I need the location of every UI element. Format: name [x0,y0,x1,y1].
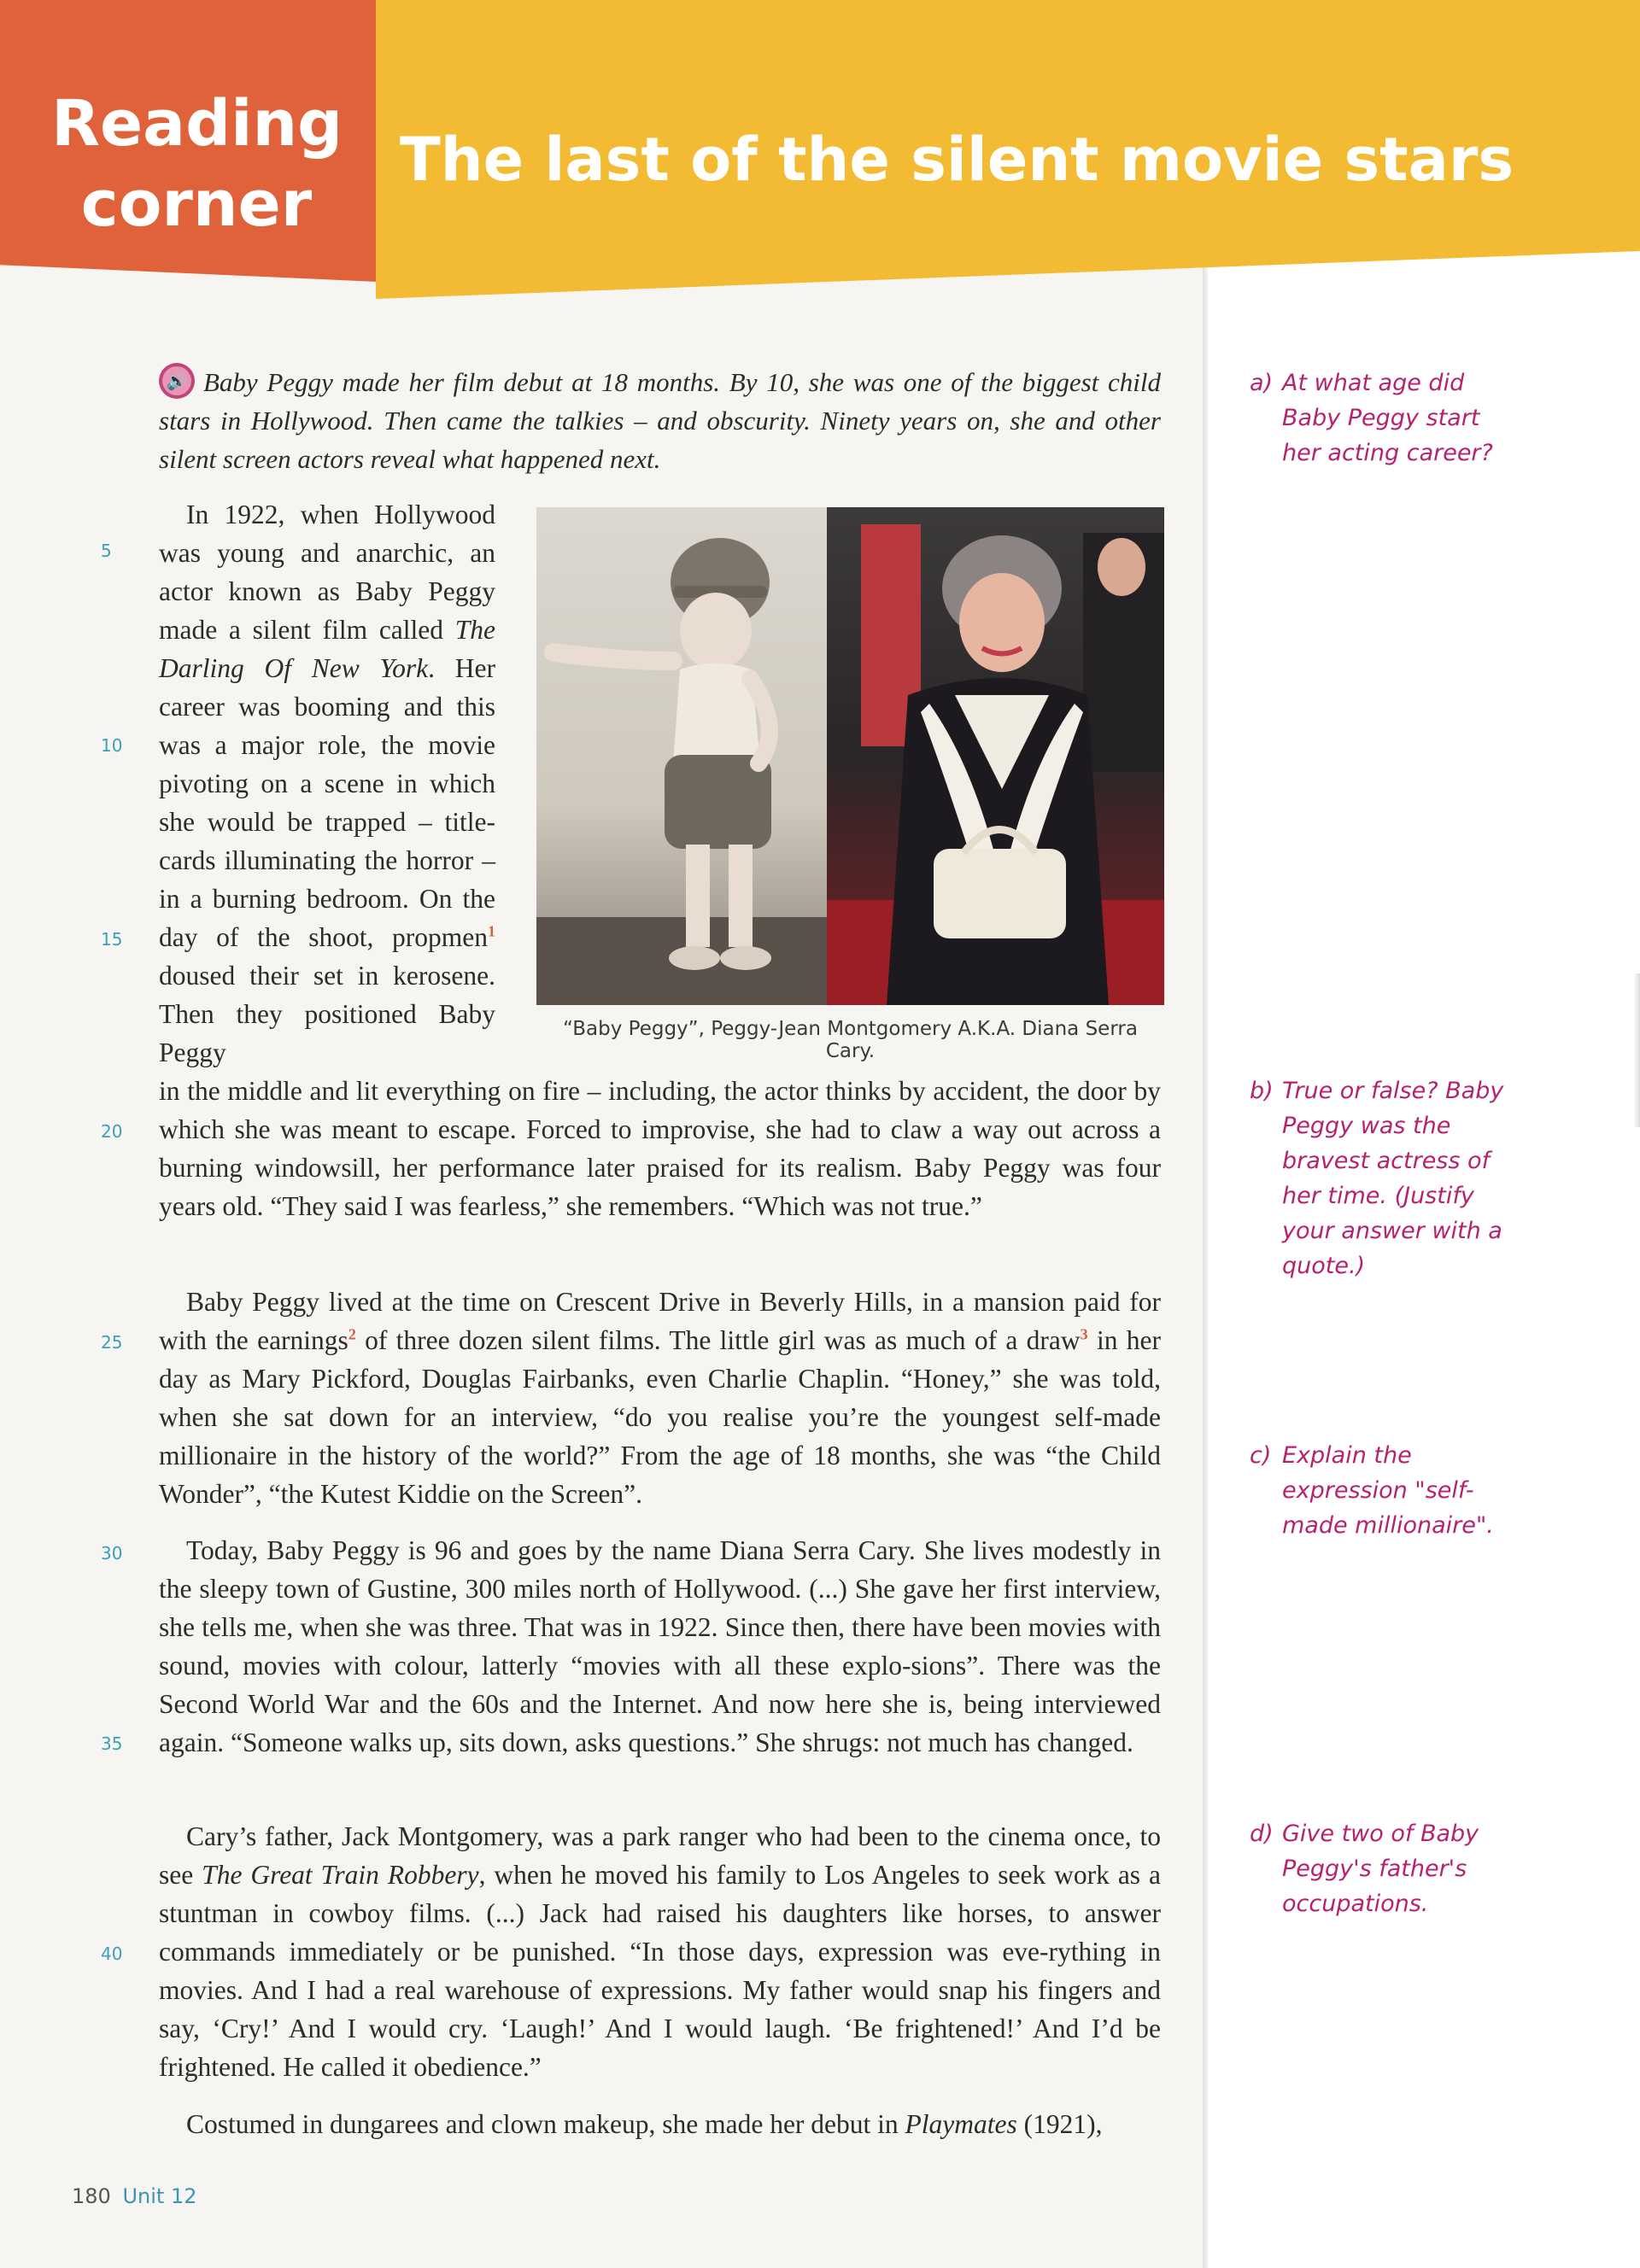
question-letter: a) [1250,370,1274,396]
para4-text-b: , when he moved his family to Los Angeles to seek work as a stuntman in cowboy films. (...) Jack had raised his daughters like horses, to answer commands immediately or be punished. “In those days, expression was eve-rything in movies. And I had a real warehouse of expressions. My father would snap his fingers and say, ‘Cry!’ And I would cry. ‘Laugh!’ And I would laugh. ‘Be frightened!’ And I’d be frightened. He called it obedience.” [159,1860,1161,2082]
paragraph-2 [159,1283,1161,1513]
para5-text-a: Costumed in dungarees and clown makeup, she made her debut in [186,2109,905,2139]
para5-text-b: (1921), [1016,2109,1103,2139]
question-letter: d) [1250,1821,1274,1847]
photo-baby-peggy-child [536,507,874,1005]
question-b [1250,1073,1506,1283]
para2-text-c: in her day as Mary Pickford, Douglas Fairbanks, even Charlie Chaplin. “Honey,” she was told, when she sat down for an interview, “do you realise you’re the youngest self-made millionaire in the history of the world?” From the age of 18 months, she was “the Child Wonder”, “the Kutest Kiddie on the Screen”. [159,1325,1161,1509]
para1-text-a: In 1922, when Hollywood was young and anarchic, an actor known as Baby Peggy made a silent film called [159,500,495,645]
question-text: At what age did Baby Peggy start her acting career? [1282,370,1493,466]
intro-paragraph [159,363,1161,478]
section-label-line1: Reading [51,87,343,161]
paragraph-1-continued: in the middle and lit everything on fire – including, the actor thinks by accident, the door by which she was meant to escape. Forced to improvise, she had to claw a way out across a burning windowsill, her performance later praised for its realism. Baby Peggy was four years old. “They said I was fearless,” she remembers. “Which was not true.” [159,1076,1161,1221]
line-number: 10 [101,735,123,756]
line-number: 15 [101,929,123,950]
unit-label: Unit 12 [122,2184,197,2208]
para1-text-b: . Her career was booming and this was a major role, the movie pivoting on a scene in which she would be trapped – title-cards illuminating the horror – in a burning bedroom. On the day of the shoot, propmen [159,653,495,952]
question-c [1250,1438,1506,1543]
line-number: 5 [101,541,112,561]
question-text: True or false? Baby Peggy was the bravest actress of her time. (Justify your answer with a quote.) [1282,1078,1504,1279]
page-footer [72,2184,196,2208]
section-label [51,84,342,244]
question-letter: b) [1250,1078,1274,1104]
para1-text-c: doused their set in kerosene. Then they positioned Baby Peggy [159,961,495,1067]
intro-text: Baby Peggy made her film debut at 18 months. By 10, she was one of the biggest child stars in Hollywood. Then came the talkies – and obscurity. Ninety years on, she and other silent screen actors reveal what happened next. [159,367,1161,474]
paragraph-5 [159,2105,1161,2143]
photo-caption: “Baby Peggy”, Peggy-Jean Montgomery A.K.A. Diana Serra Cary. [563,1018,1138,1062]
page-shadow [1633,973,1640,1127]
line-number: 40 [101,1944,123,1964]
question-text: Give two of Baby Peggy's father's occupations. [1282,1821,1479,1917]
footnote-marker: 3 [1080,1325,1088,1343]
line-number: 30 [101,1543,123,1564]
para2-text-a: Baby Peggy lived at the time on Crescent Drive in Beverly Hills, in a mansion paid for with the earnings [159,1287,1161,1355]
para2-text-b: of three dozen silent films. The little girl was as much of a draw [355,1325,1081,1355]
paragraph-3: Today, Baby Peggy is 96 and goes by the name Diana Serra Cary. She lives modestly in the sleepy town of Gustine, 300 miles north of Hollywood. (...) She gave her first interview, she tells me, when she was three. That was in 1922. Since then, there have been movies with sound, movies with colour, latterly “movies with all these explo-sions”. There was the Second World War and the 60s and the Internet. And now here she is, being interviewed again. “Someone walks up, sits down, asks questions.” She shrugs: not much has changed. [159,1535,1161,1757]
photo-diana-serra-cary [827,507,1164,1005]
film-title: The Darling Of New York [159,615,495,683]
question-a [1250,365,1506,471]
section-label-line2: corner [80,167,313,241]
paragraph-1 [159,495,495,1072]
question-d [1250,1816,1506,1921]
para4-text-a: Cary’s father, Jack Montgomery, was a park ranger who had been to the cinema once, to see [159,1821,1161,1890]
paragraph-4 [159,1817,1161,2086]
audio-icon[interactable]: 🔊 [159,363,195,399]
film-title: Playmates [905,2109,1017,2139]
page-title: The last of the silent movie stars [400,125,1514,195]
child-photo-illustration [536,507,874,1005]
question-letter: c) [1250,1442,1272,1469]
question-text: Explain the expression "self-made millionaire". [1282,1442,1494,1539]
film-title: The Great Train Robbery [202,1860,479,1890]
adult-photo-illustration [827,507,1164,1005]
line-number: 25 [101,1332,123,1353]
footnote-marker: 1 [488,922,495,940]
footnote-marker: 2 [348,1325,356,1343]
line-number: 20 [101,1121,123,1142]
line-number: 35 [101,1733,123,1754]
paper-edge [1203,256,1208,2268]
page-number: 180 [72,2184,111,2208]
